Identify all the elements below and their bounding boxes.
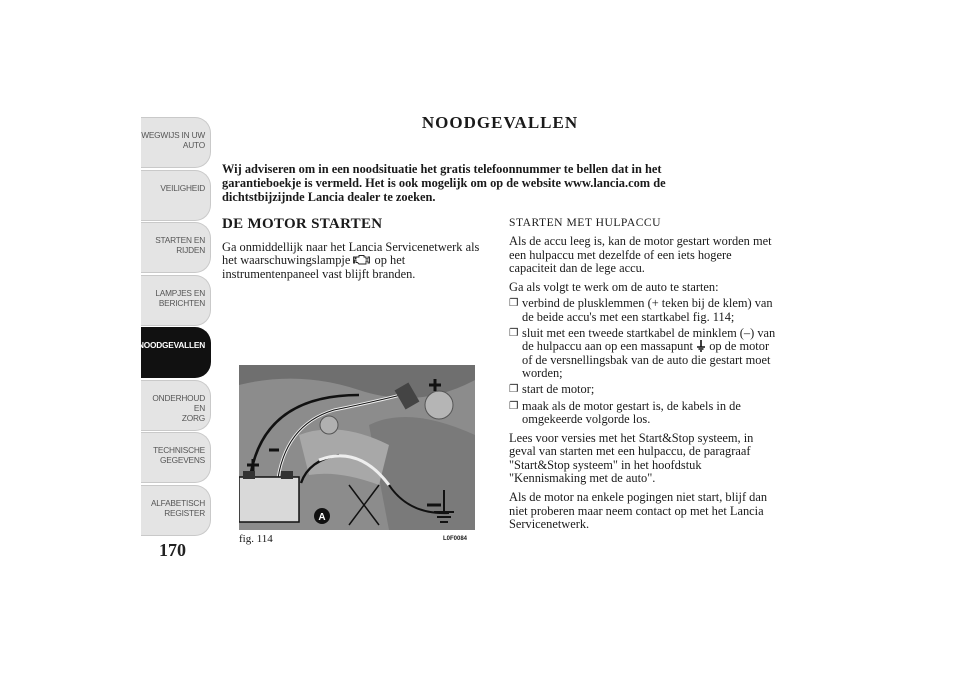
section-text <box>222 241 484 281</box>
chapter-tabs <box>137 117 211 537</box>
figure-code: L0F0084 <box>443 536 468 542</box>
section-heading: DE MOTOR STARTEN <box>222 216 383 232</box>
text-part: op de motor of de versnellingsbak van de auto die gestart moet worden; <box>522 339 771 380</box>
tab-label: ALFABETISCH REGISTER <box>150 497 205 518</box>
list-item <box>509 327 779 380</box>
tab-label: WEGWIJS IN UW AUTO <box>141 130 205 150</box>
jumpstart-illustration <box>239 365 475 530</box>
figure-caption: fig. 114 <box>239 533 273 545</box>
paragraph: Lees voor versies met het Start&Stop systeem, in geval van starten met een hulpaccu, de paragraaf "Start&Stop systeem" in het hoofdstuk "Kennismaking met de auto". <box>509 431 754 486</box>
page-title: NOODGEVALLEN <box>421 113 579 132</box>
tab-starten[interactable] <box>141 222 211 273</box>
tab-wegwijs[interactable] <box>141 117 211 168</box>
tab-label: VEILIGHEID <box>160 182 205 193</box>
tab-label: TECHNISCHE GEGEVENS <box>153 445 205 465</box>
tab-register[interactable] <box>141 485 211 536</box>
tab-veiligheid[interactable] <box>141 170 211 221</box>
ground-icon <box>696 340 706 352</box>
figure-label-a: A <box>318 512 326 523</box>
paragraph: Als de motor na enkele pogingen niet start, blijf dan niet proberen maar neem contact op met het Lancia Servicenetwerk. <box>509 490 768 531</box>
jumpstart-section <box>509 216 779 537</box>
tab-label: LAMPJES EN BERICHTEN <box>155 287 205 308</box>
text-part: op het instrumentenpaneel vast blijft branden. <box>222 253 416 281</box>
tab-onderhoud[interactable] <box>141 380 211 431</box>
text-part: Ga onmiddellijk naar het Lancia Servicenetwerk als het waarschuwingslampje <box>222 240 480 268</box>
engine-bay-drawing <box>239 365 475 530</box>
text-part: sluit met een tweede startkabel de minklem (–) van de hulpaccu aan op een massapunt <box>522 326 776 354</box>
subsection-heading: STARTEN MET HULPACCU <box>509 216 662 229</box>
list-item: ❐ verbind de plusklemmen (+ teken bij de klem) van de beide accu's met een startkabel fig. 114; <box>509 297 779 324</box>
intro-text: Wij adviseren om in een noodsituatie het gratis telefoonnummer te bellen dat in het garantieboekje is vermeld. Het is ook mogelijk om op de website www.lancia.com de dichtstbijzijnde Lancia dealer te zoeken. <box>222 162 666 204</box>
page-number: 170 <box>159 540 186 560</box>
list-item: ❐ maak als de motor gestart is, de kabels in de omgekeerde volgorde los. <box>509 400 779 427</box>
tab-label: ONDERHOUD EN ZORG <box>152 392 205 423</box>
paragraph: Als de accu leeg is, kan de motor gestart worden met een hulpaccu met dezelfde of een iets hogere capaciteit dan de lege accu. <box>509 234 772 275</box>
tab-label: NOODGEVALLEN <box>137 340 205 350</box>
list-item: ❐ start de motor; <box>509 383 779 396</box>
tab-noodgevallen[interactable] <box>137 327 211 378</box>
paragraph: Ga als volgt te werk om de auto te starten: <box>509 280 719 295</box>
tab-lampjes[interactable] <box>141 275 211 326</box>
tab-technische[interactable] <box>141 432 211 483</box>
engine-warning-icon <box>353 254 371 266</box>
tab-label: STARTEN EN RIJDEN <box>155 235 205 255</box>
